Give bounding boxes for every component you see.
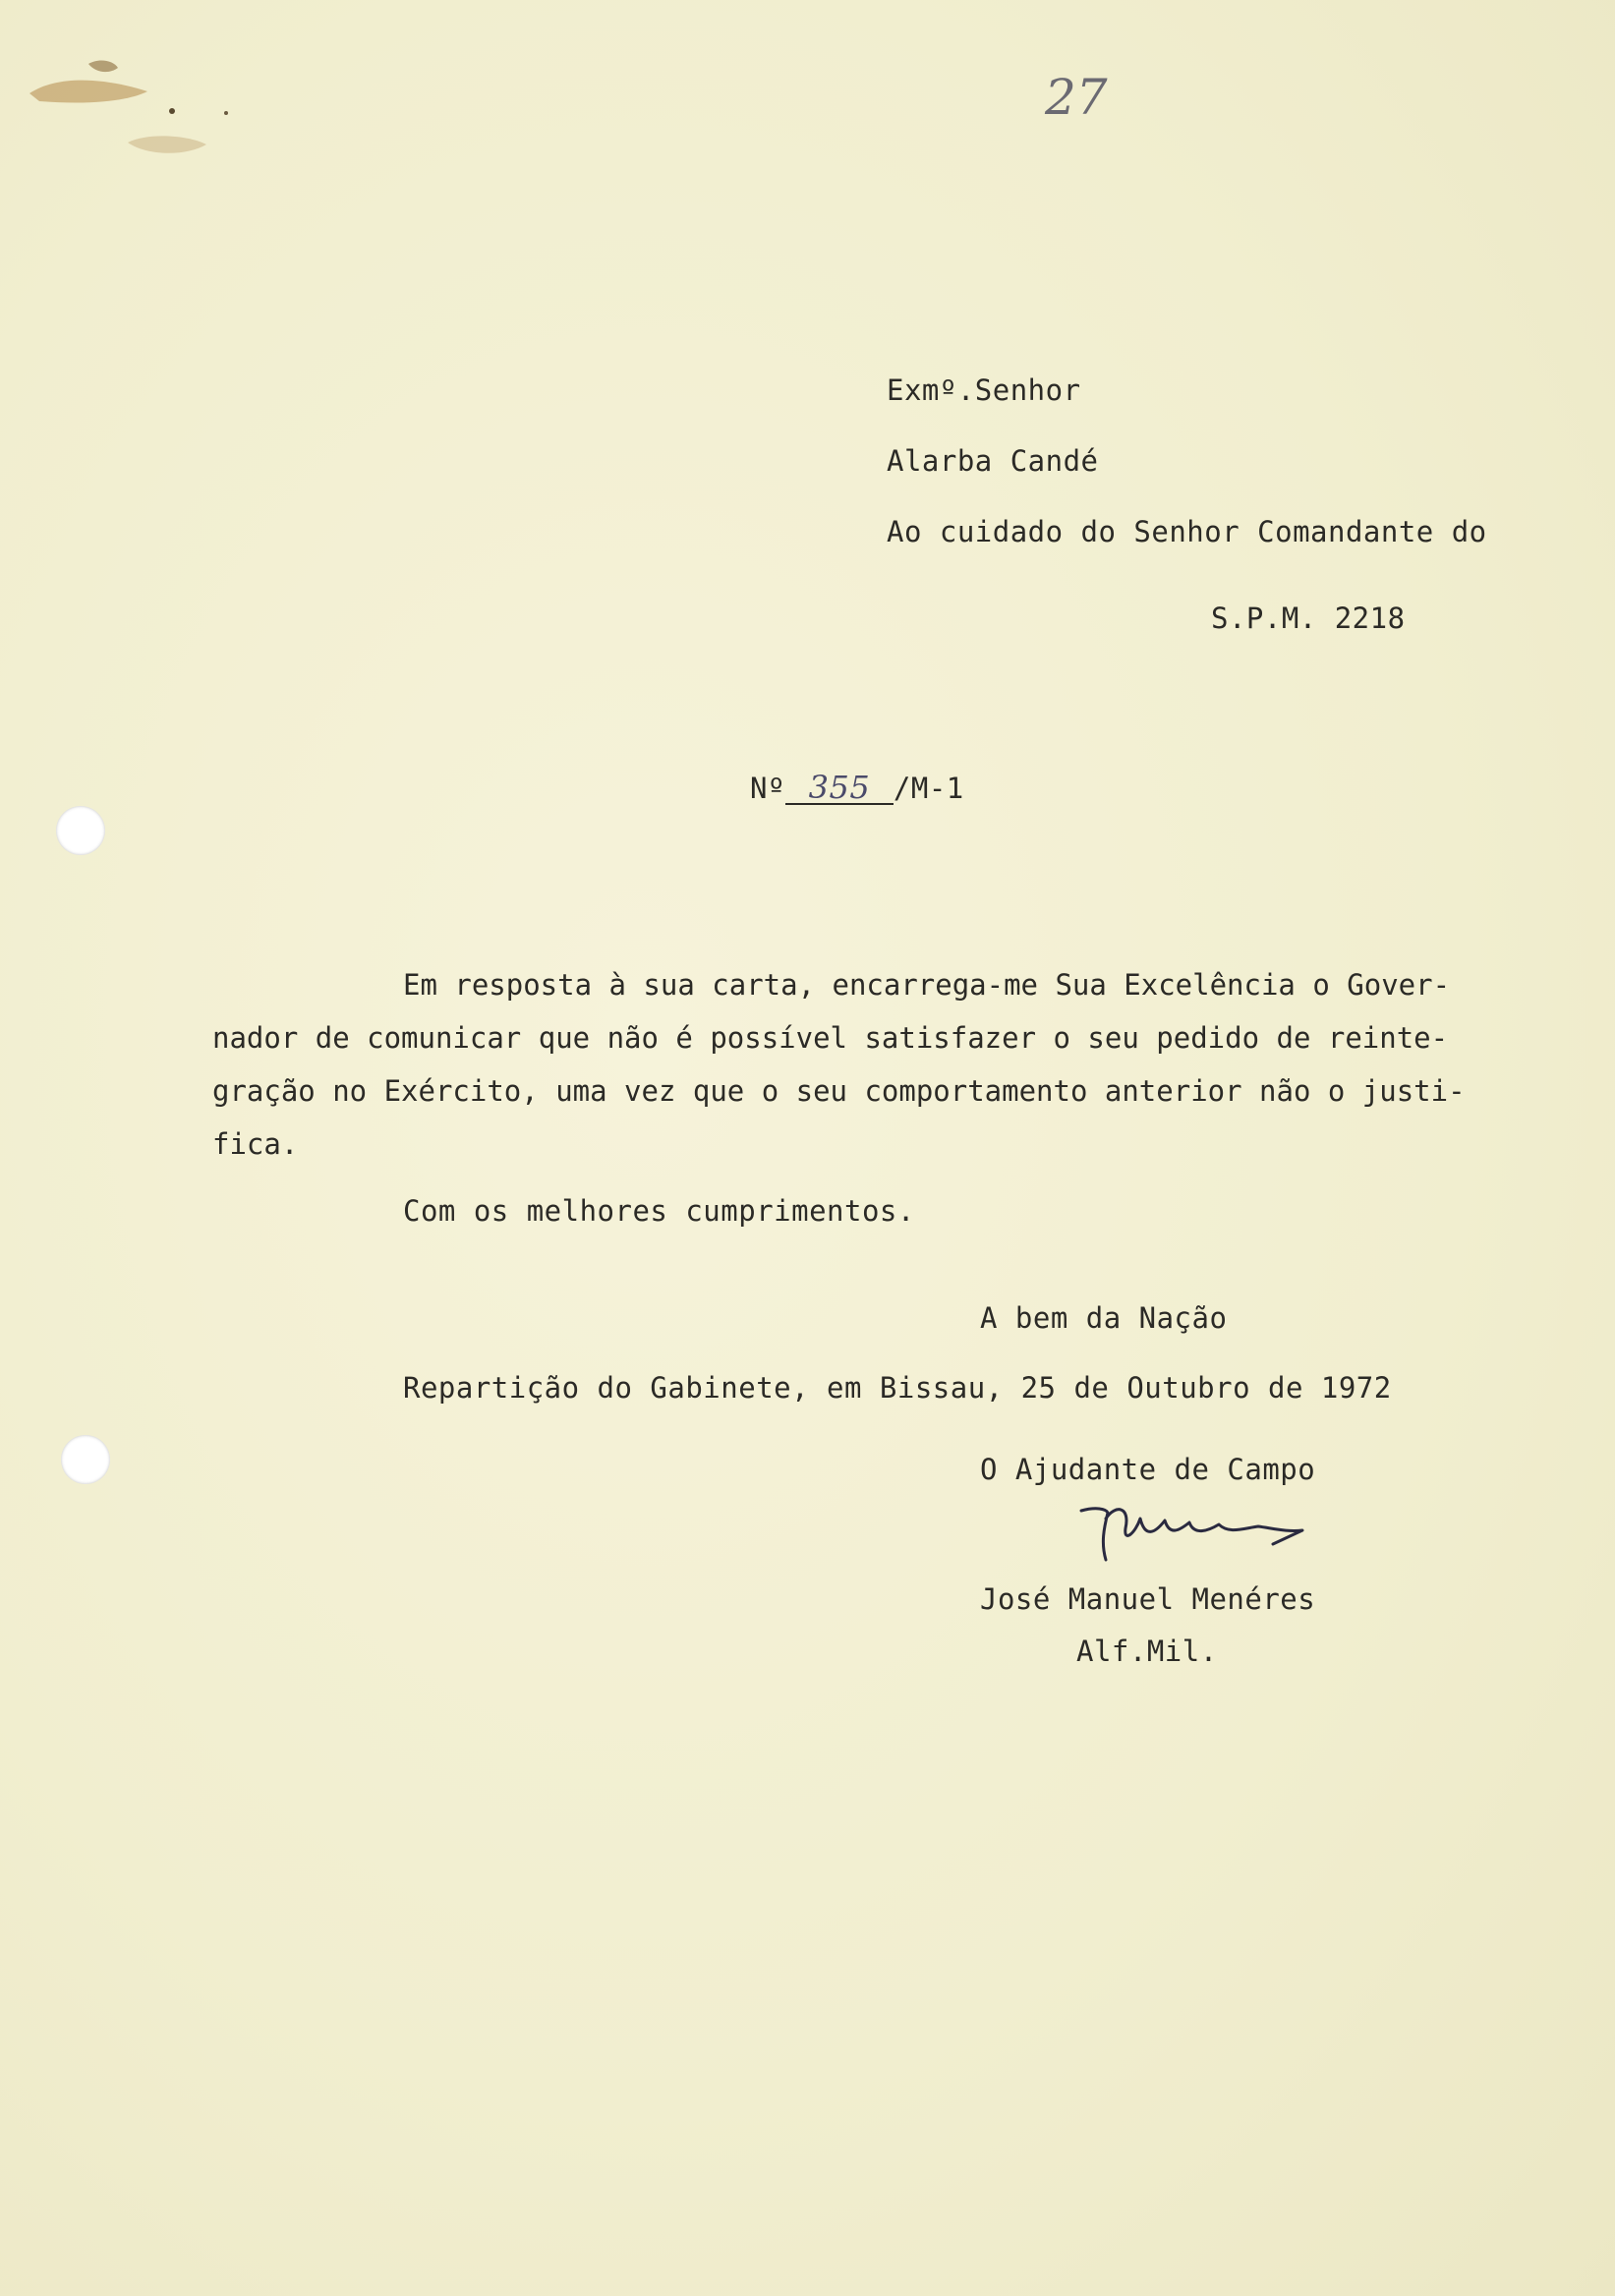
motto: A bem da Nação [980,1301,1228,1335]
body-line-2: nador de comunicar que não é possível satisfazer o seu pedido de reinte- [212,1021,1449,1055]
punch-hole-upper [56,806,105,855]
signer-name: José Manuel Menéres [980,1582,1316,1616]
reference-handwritten-number: 355 [785,772,894,805]
body-line-4: fica. [212,1127,299,1161]
reference-number [750,769,964,806]
body-line-3: gração no Exército, uma vez que o seu comportamento anterior não o justi- [212,1074,1466,1108]
recipient-name: Alarba Candé [887,444,1099,478]
recipient-unit: S.P.M. 2218 [1211,602,1406,635]
page-number: 27 [1045,69,1108,126]
handwritten-signature [1076,1499,1332,1568]
recipient-salutation: Exmº.Senhor [887,373,1081,407]
signer-rank: Alf.Mil. [1076,1635,1218,1668]
punch-hole-lower [61,1435,110,1484]
closing: Com os melhores cumprimentos. [403,1194,915,1228]
place-date: Repartição do Gabinete, em Bissau, 25 de Outubro de 1972 [403,1371,1392,1405]
rust-stain [20,54,236,172]
recipient-care-of: Ao cuidado do Senhor Comandante do [887,515,1487,548]
body-line-1: Em resposta à sua carta, encarrega-me Sua Excelência o Gover- [403,968,1451,1002]
reference-suffix: /M-1 [893,772,964,805]
reference-prefix: Nº [750,772,785,805]
signer-role: O Ajudante de Campo [980,1453,1316,1486]
